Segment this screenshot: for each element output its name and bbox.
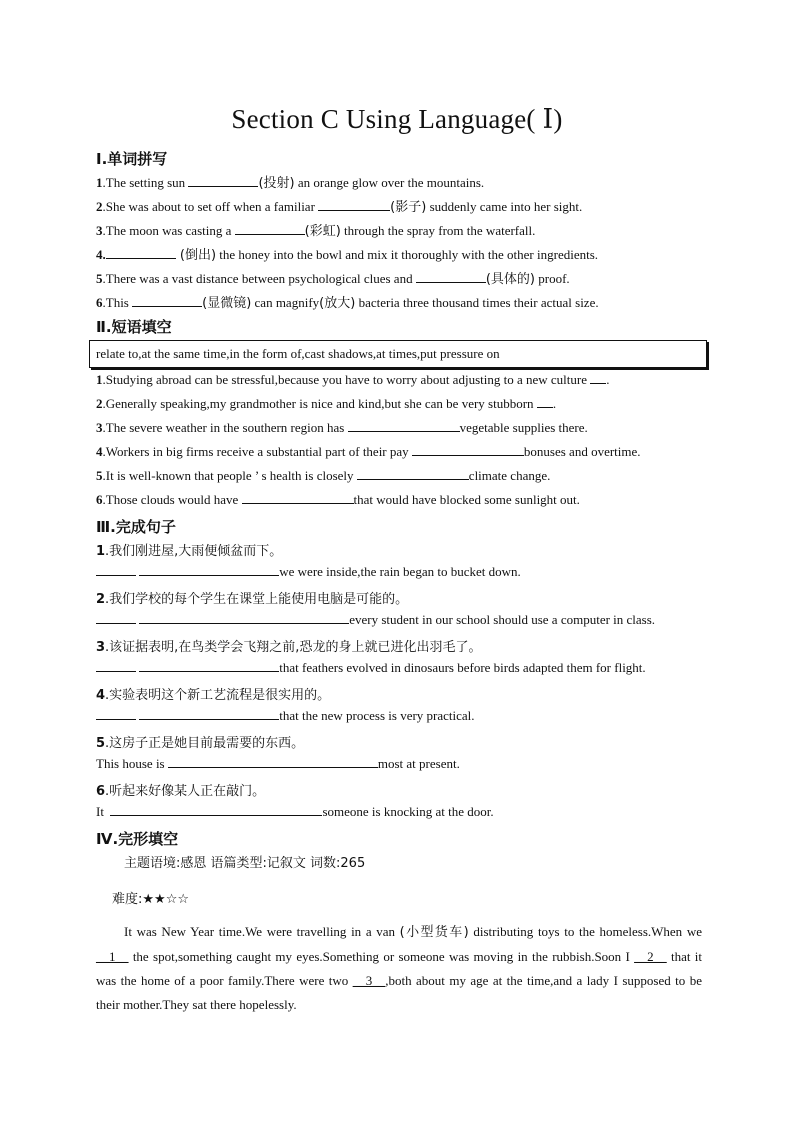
answer-blank[interactable] [96, 660, 136, 672]
item-text: we were inside,the rain began to bucket down. [279, 564, 521, 579]
passage-text: distributing toys to the homeless.When we [468, 924, 702, 939]
answer-blank[interactable] [139, 660, 279, 672]
passage-text: It was New Year time.We were travelling in a van [124, 924, 400, 939]
item-number: 4 [96, 688, 106, 703]
answer-blank[interactable] [132, 295, 202, 307]
item-text: an orange glow over the mountains. [294, 175, 485, 190]
item-text: someone is knocking at the door. [322, 804, 494, 819]
section-3-heading: Ⅲ.完成句子 [96, 518, 176, 536]
item-hint: (投射) [258, 176, 295, 191]
s3-item-1-prompt [96, 540, 282, 559]
item-text: that feathers evolved in dinosaurs before birds adapted them for flight. [279, 660, 646, 675]
s3-item-4-prompt [96, 684, 330, 703]
answer-blank[interactable] [357, 468, 469, 480]
item-number: 6 [96, 784, 106, 799]
item-text: that the new process is very practical. [279, 708, 475, 723]
answer-blank[interactable] [96, 564, 136, 576]
s3-item-2-answer [96, 612, 655, 628]
answer-blank[interactable] [188, 175, 258, 187]
item-number: 6 [96, 295, 103, 310]
item-hint: (显微镜) [202, 296, 252, 311]
item-number: 5 [96, 736, 106, 751]
item-number: 2 [96, 396, 103, 411]
chinese-prompt: .我们学校的每个学生在课堂上能使用电脑是可能的。 [105, 592, 409, 607]
page-title: Section C Using Language( Ⅰ) [231, 104, 563, 134]
chinese-prompt: .我们刚进屋,大雨便倾盆而下。 [105, 544, 283, 559]
answer-blank[interactable] [139, 708, 279, 720]
cloze-blank-2[interactable]: __2__ [634, 949, 667, 964]
item-number: 3 [96, 223, 103, 238]
item-text: can magnify [251, 295, 320, 310]
item-text: bacteria three thousand times their actual size. [355, 295, 599, 310]
item-number: 4. [96, 247, 106, 262]
item-text: the honey into the bowl and mix it thoroughly with the other ingredients. [216, 247, 599, 262]
answer-blank[interactable] [139, 612, 349, 624]
cloze-blank-1[interactable]: __1__ [96, 949, 129, 964]
answer-blank[interactable] [168, 756, 378, 768]
item-text: This house is [96, 756, 168, 771]
answer-blank[interactable] [318, 199, 390, 211]
answer-blank[interactable] [590, 372, 606, 384]
item-number: 4 [96, 444, 103, 459]
item-text: vegetable supplies there. [459, 420, 588, 435]
passage-text: the spot,something caught my eyes.Something or someone was moving in the rubbish.Soon I [128, 949, 635, 964]
answer-blank[interactable] [96, 612, 136, 624]
item-number: 5 [96, 271, 103, 286]
answer-blank[interactable] [110, 804, 322, 816]
item-text: . [552, 396, 557, 411]
item-text: .This [102, 295, 133, 310]
s3-item-2-prompt [96, 588, 408, 607]
section-2-heading: Ⅱ.短语填空 [96, 318, 172, 336]
s1-item-4 [96, 244, 598, 263]
s3-item-4-answer [96, 708, 475, 724]
item-text: .Generally speaking,my grandmother is nice and kind,but she can be very stubborn [102, 396, 537, 411]
difficulty-rating: 难度:★★☆☆ [112, 892, 189, 907]
chinese-prompt: .实验表明这个新工艺流程是很实用的。 [105, 688, 331, 703]
answer-blank[interactable] [139, 564, 279, 576]
item-text: .Workers in big firms receive a substantial part of their pay [102, 444, 412, 459]
item-hint: (彩虹) [304, 224, 341, 239]
cloze-blank-3[interactable]: __3__ [352, 973, 386, 988]
item-text: . [606, 372, 610, 387]
s1-item-6 [96, 292, 599, 311]
item-text: every student in our school should use a computer in class. [349, 612, 656, 627]
item-hint: (具体的) [485, 272, 535, 287]
item-hint: (放大) [319, 296, 356, 311]
item-number: 1 [96, 544, 106, 559]
passage-hint: (小型货车) [399, 925, 469, 940]
s3-item-5-prompt [96, 732, 304, 751]
answer-blank[interactable] [106, 247, 176, 259]
item-text: .Those clouds would have [102, 492, 242, 507]
item-text: that would have blocked some sunlight out. [353, 492, 580, 507]
chinese-prompt: .该证据表明,在鸟类学会飞翔之前,恐龙的身上就已进化出羽毛了。 [105, 640, 482, 655]
answer-blank[interactable] [235, 223, 305, 235]
item-text: proof. [534, 271, 570, 286]
chinese-prompt: .听起来好像某人正在敲门。 [105, 784, 266, 799]
chinese-prompt: .这房子正是她目前最需要的东西。 [105, 736, 305, 751]
item-text: It [96, 804, 104, 819]
item-text: .She was about to set off when a familiar [102, 199, 319, 214]
s1-item-5 [96, 268, 570, 287]
item-text: suddenly came into her sight. [426, 199, 583, 214]
item-number: 3 [96, 640, 106, 655]
s3-item-1-answer [96, 564, 521, 580]
item-text: through the spray from the waterfall. [340, 223, 536, 238]
item-hint: (影子) [390, 200, 427, 215]
answer-blank[interactable] [242, 492, 354, 504]
item-number: 3 [96, 420, 103, 435]
item-text: most at present. [377, 756, 460, 771]
item-number: 2 [96, 199, 103, 214]
answer-blank[interactable] [348, 420, 460, 432]
item-text: .It is well-known that people ’ s health is closely [102, 468, 357, 483]
answer-blank[interactable] [412, 444, 524, 456]
item-text: bonuses and overtime. [523, 444, 641, 459]
s3-item-6-prompt [96, 780, 265, 799]
item-number: 5 [96, 468, 103, 483]
s2-item-6 [96, 492, 580, 508]
s1-item-1 [96, 172, 484, 191]
s3-item-6-answer [96, 804, 494, 820]
item-text: .Studying abroad can be stressful,because you have to worry about adjusting to a new culture [102, 372, 591, 387]
item-text: .There was a vast distance between psychological clues and [102, 271, 416, 286]
answer-blank[interactable] [96, 708, 136, 720]
item-text: .The setting sun [102, 175, 189, 190]
s2-item-1 [96, 372, 609, 388]
s2-item-5 [96, 468, 550, 484]
answer-blank[interactable] [537, 396, 553, 408]
s3-item-5-answer [96, 756, 460, 772]
answer-blank[interactable] [416, 271, 486, 283]
item-number: 6 [96, 492, 103, 507]
s3-item-3-answer [96, 660, 646, 676]
s2-item-2 [96, 396, 556, 412]
s3-item-3-prompt [96, 636, 481, 655]
item-text: climate change. [468, 468, 551, 483]
item-text: .The severe weather in the southern region has [102, 420, 348, 435]
phrase-bank: relate to,at the same time,in the form of,cast shadows,at times,put pressure on [96, 346, 500, 361]
item-number: 1 [96, 175, 103, 190]
s2-item-3 [96, 420, 588, 436]
section-4-heading: Ⅳ.完形填空 [96, 830, 179, 848]
s1-item-3 [96, 220, 535, 239]
s2-item-4 [96, 444, 641, 460]
passage-text: that it was the home of a poor family.There were two [96, 949, 703, 988]
phrase-bank-box [89, 340, 707, 368]
section-1-heading: Ⅰ.单词拼写 [96, 150, 168, 168]
item-text: .The moon was casting a [102, 223, 235, 238]
item-number: 2 [96, 592, 106, 607]
item-hint: (倒出) [175, 248, 217, 263]
s1-item-2 [96, 196, 582, 215]
passage-meta: 主题语境:感恩 语篇类型:记叙文 词数:265 [124, 856, 366, 871]
cloze-passage [96, 920, 702, 1017]
passage-text: ,both about my age at the time,and a lady I supposed to be their mother.They sat there hopelessly. [96, 973, 702, 1012]
item-number: 1 [96, 372, 103, 387]
